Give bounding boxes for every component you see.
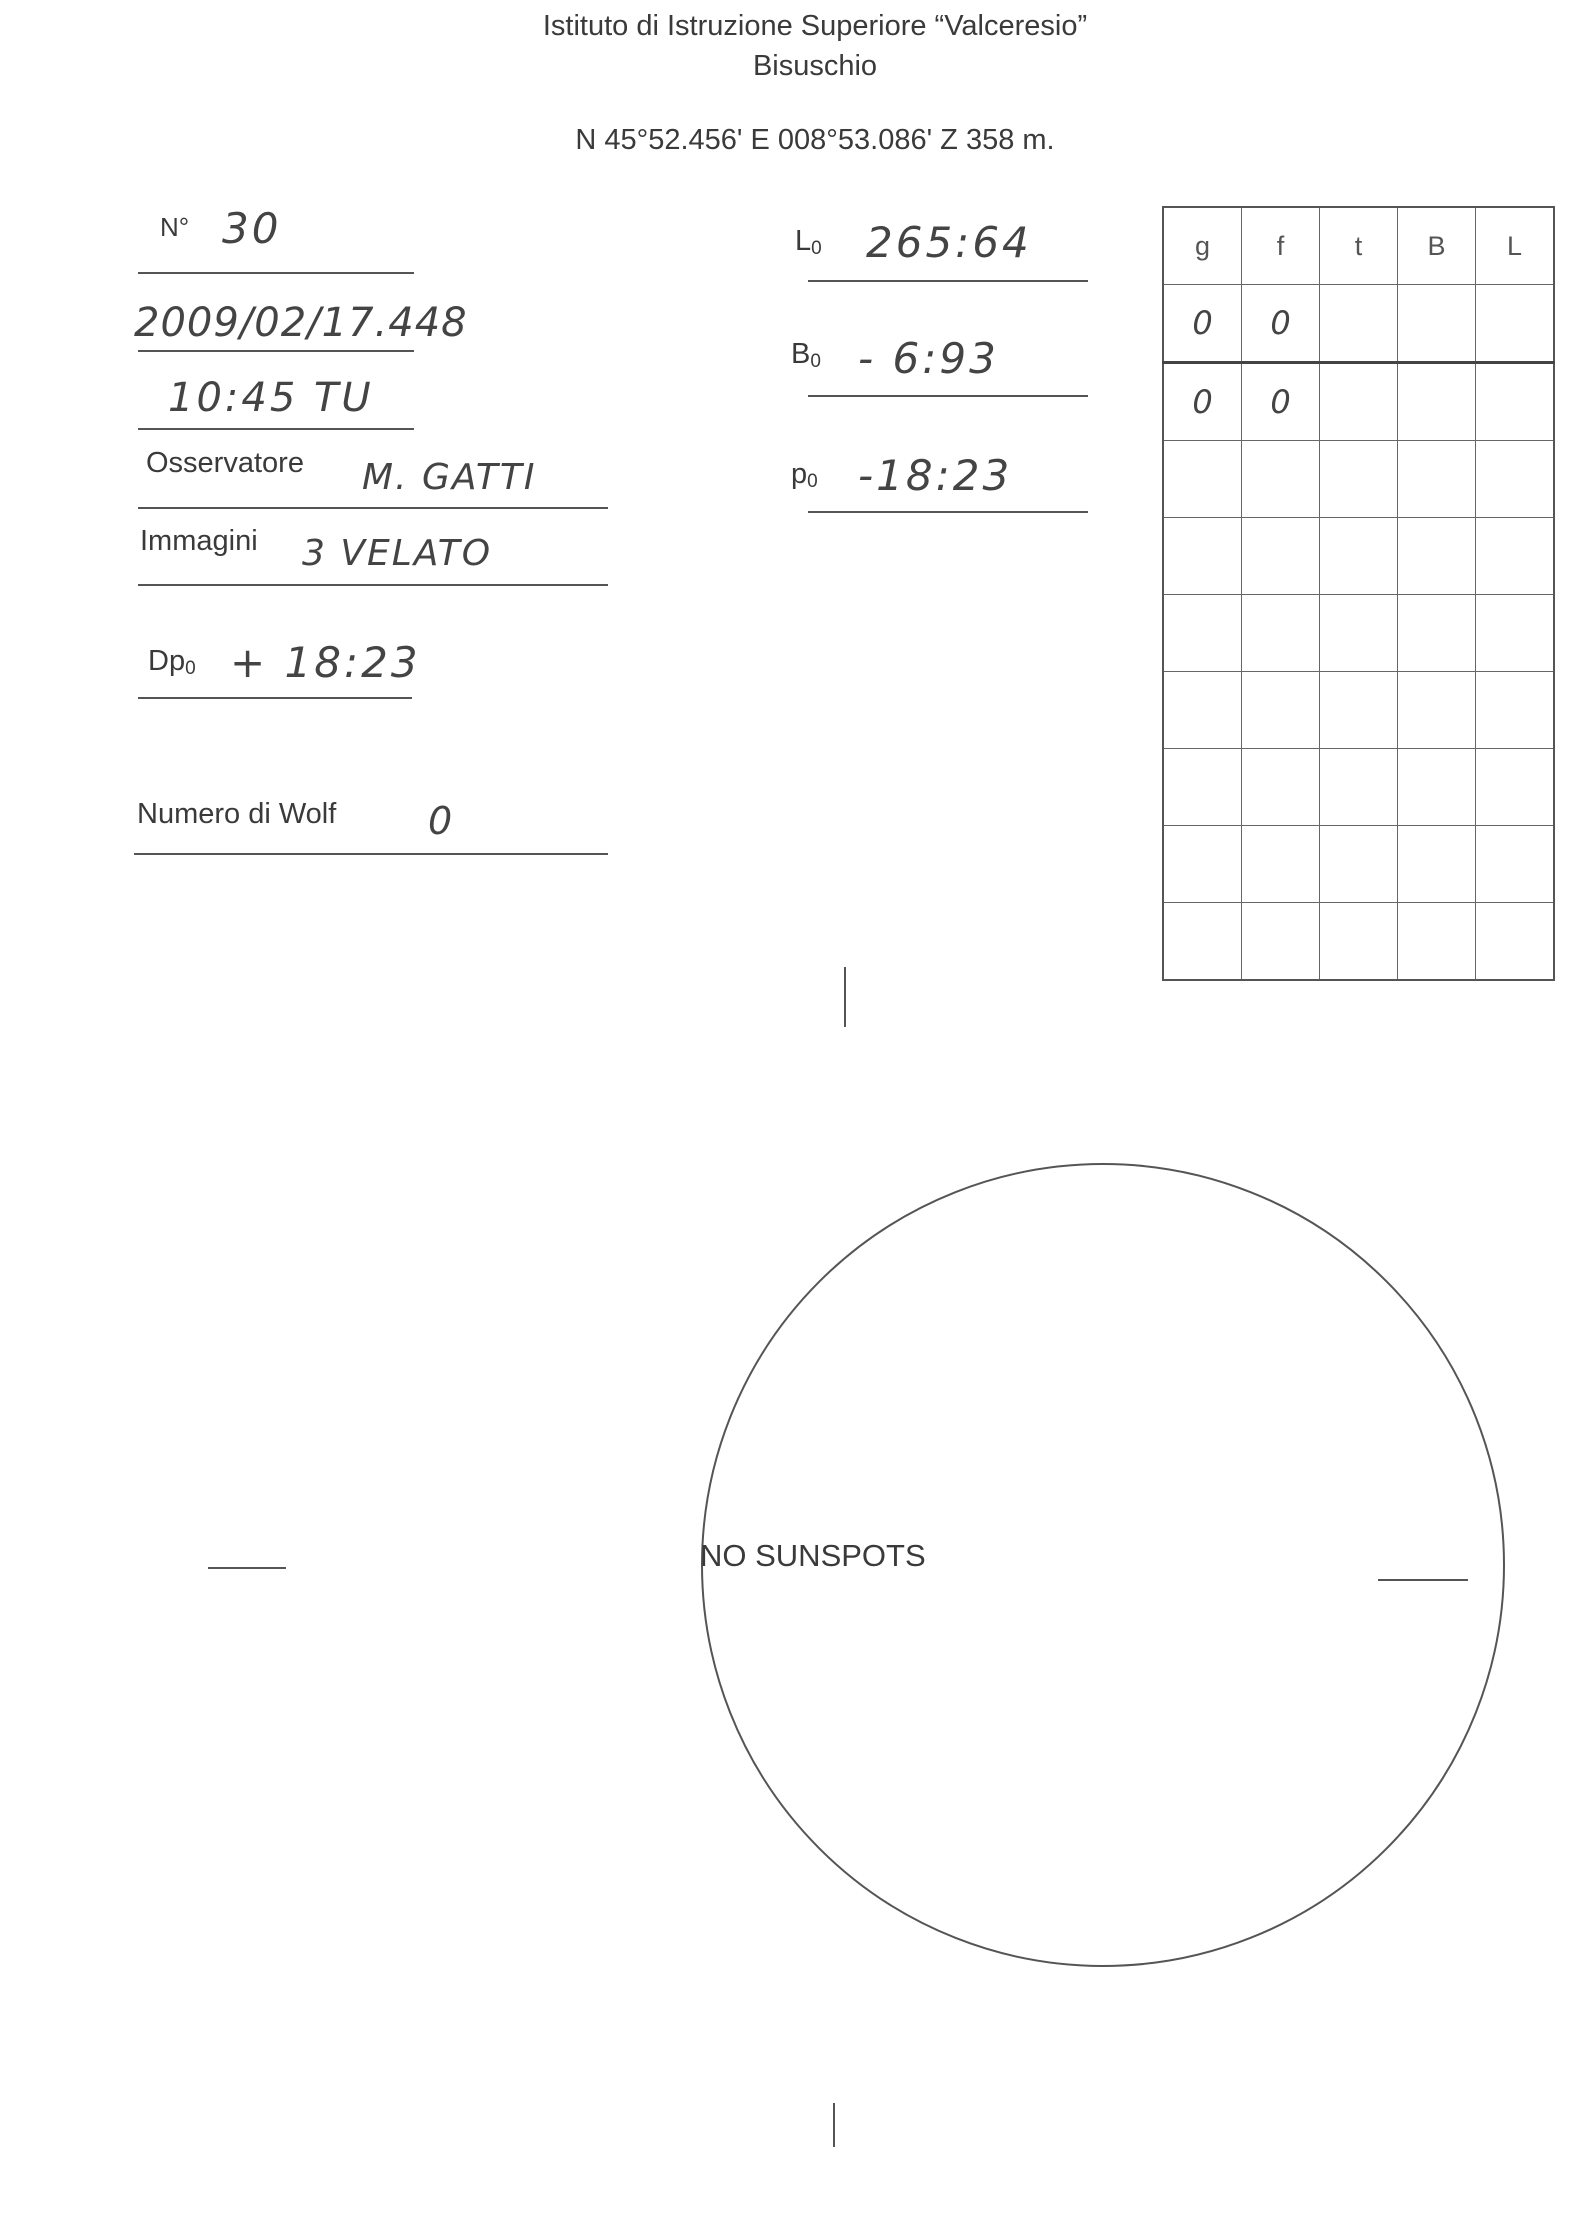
header-g: g bbox=[1163, 207, 1242, 285]
date-value: 2009/02/17.448 bbox=[134, 300, 468, 346]
site-coordinates: N 45°52.456' E 008°53.086' Z 358 m. bbox=[575, 124, 1055, 156]
time-value: 10:45 TU bbox=[168, 375, 374, 421]
header-t: t bbox=[1320, 207, 1398, 285]
dp0-label-text: Dp bbox=[148, 645, 186, 677]
dp0-value: + 18:23 bbox=[230, 638, 421, 687]
number-value: 30 bbox=[222, 204, 282, 253]
observer-label: Osservatore bbox=[146, 447, 304, 479]
table-cell-g: 0 bbox=[1163, 363, 1242, 441]
b0-value: - 6:93 bbox=[858, 334, 999, 383]
table-cell-g: 0 bbox=[1163, 285, 1242, 363]
table-cell-f: 0 bbox=[1242, 363, 1320, 441]
images-label: Immagini bbox=[140, 525, 258, 557]
b0-label-sub: 0 bbox=[810, 351, 821, 372]
images-value: 3 VELATO bbox=[302, 533, 493, 574]
p0-label-sub: 0 bbox=[807, 471, 818, 492]
wolf-value: 0 bbox=[428, 799, 456, 843]
number-label: N° bbox=[160, 212, 190, 242]
b0-label-text: B bbox=[791, 338, 811, 370]
dp0-label-sub: 0 bbox=[185, 658, 196, 679]
header-f: f bbox=[1242, 207, 1320, 285]
l0-label-sub: 0 bbox=[811, 238, 822, 259]
table-cell-f: 0 bbox=[1242, 285, 1320, 363]
wolf-label: Numero di Wolf bbox=[137, 798, 337, 830]
p0-value: -18:23 bbox=[858, 451, 1013, 500]
l0-label-text: L bbox=[795, 225, 812, 257]
institute-town: Bisuschio bbox=[752, 50, 878, 82]
p0-label-text: p bbox=[791, 458, 808, 490]
header-L: L bbox=[1476, 207, 1555, 285]
header-B: B bbox=[1398, 207, 1476, 285]
observer-value: M. GATTI bbox=[362, 457, 537, 498]
no-sunspots-note: NO SUNSPOTS bbox=[700, 1538, 926, 1573]
institute-name: Istituto di Istruzione Superiore “Valceresio” bbox=[542, 10, 1088, 42]
l0-value: 265:64 bbox=[866, 218, 1032, 267]
